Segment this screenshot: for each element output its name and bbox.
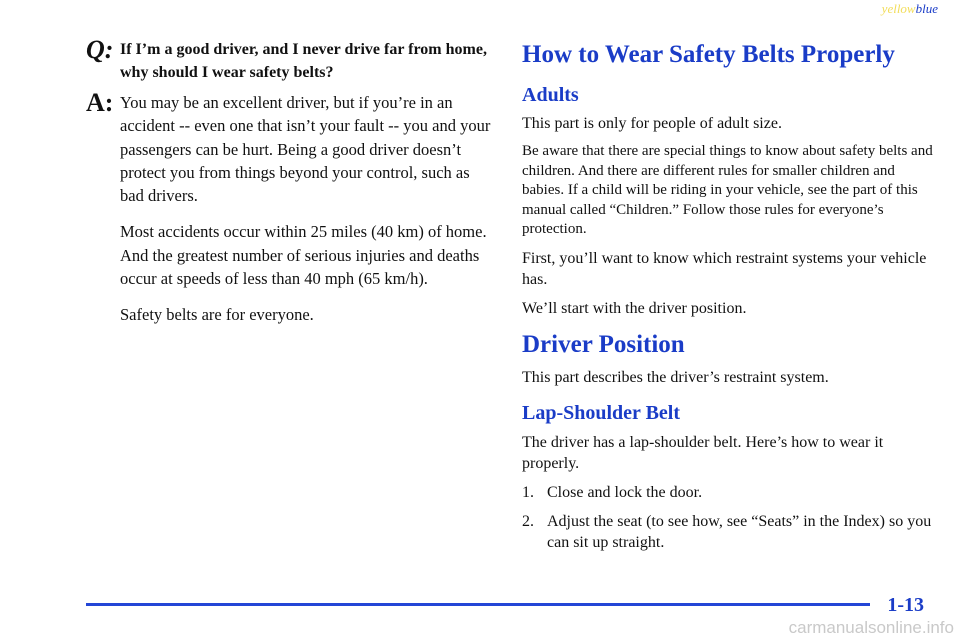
color-tag xyxy=(882,1,938,17)
page-number: 1-13 xyxy=(887,594,924,616)
answer-block xyxy=(86,88,496,207)
color-tag-blue: blue xyxy=(915,1,938,16)
driver-paragraph: This part describes the driver’s restraint system. xyxy=(522,368,829,386)
question-block xyxy=(86,35,496,84)
list-item-number: 2. xyxy=(522,512,534,530)
list-item xyxy=(522,511,934,553)
color-tag-yellow: yellow xyxy=(881,1,916,16)
adults-paragraph-2: Be aware that there are special things to know about safety belts and children. And there are different rules for smaller children and babies. If a child will be riding in your vehicle, see the part of this manual called “Children.” Follow those rules for everyone’s protection. xyxy=(522,143,933,237)
everyone-paragraph: Safety belts are for everyone. xyxy=(120,305,314,325)
driver-position-heading: Driver Position xyxy=(522,330,685,358)
list-item-number: 1. xyxy=(522,483,534,501)
lap-shoulder-paragraph: The driver has a lap-shoulder belt. Here’s how to wear it properly. xyxy=(522,433,884,472)
footer-rule xyxy=(86,603,870,606)
watermark: carmanualsonline.info xyxy=(788,618,954,637)
adults-paragraph-1: This part is only for people of adult size. xyxy=(522,115,782,132)
right-column xyxy=(522,40,934,561)
section-title: How to Wear Safety Belts Properly xyxy=(522,41,895,68)
list-item-text: Adjust the seat (to see how, see “Seats” in the Index) so you can sit up straight. xyxy=(547,512,932,551)
adults-paragraph-4: We’ll start with the driver position. xyxy=(522,299,747,317)
answer-text: You may be an excellent driver, but if you’re in an accident -- even one that isn’t your fault -- you and your passengers can be hurt. Being a good driver doesn’t protect you from things beyond your control, such as bad drivers. xyxy=(120,93,491,206)
answer-mark-label: A: xyxy=(86,88,114,117)
left-column xyxy=(86,35,496,327)
question-text: If I’m a good driver, and I never drive far from home, why should I wear safety belts? xyxy=(120,41,487,81)
lap-shoulder-heading: Lap-Shoulder Belt xyxy=(522,401,680,424)
question-mark-label: Q: xyxy=(86,35,114,64)
adults-paragraph-3: First, you’ll want to know which restraint systems your vehicle has. xyxy=(522,249,927,288)
accident-paragraph: Most accidents occur within 25 miles (40 km) of home. And the greatest number of serious injuries and deaths occur at speeds of less than 40 mph (65 km/h). xyxy=(120,222,487,289)
list-item-text: Close and lock the door. xyxy=(547,483,703,501)
adults-heading: Adults xyxy=(522,84,579,106)
list-item xyxy=(522,482,934,503)
